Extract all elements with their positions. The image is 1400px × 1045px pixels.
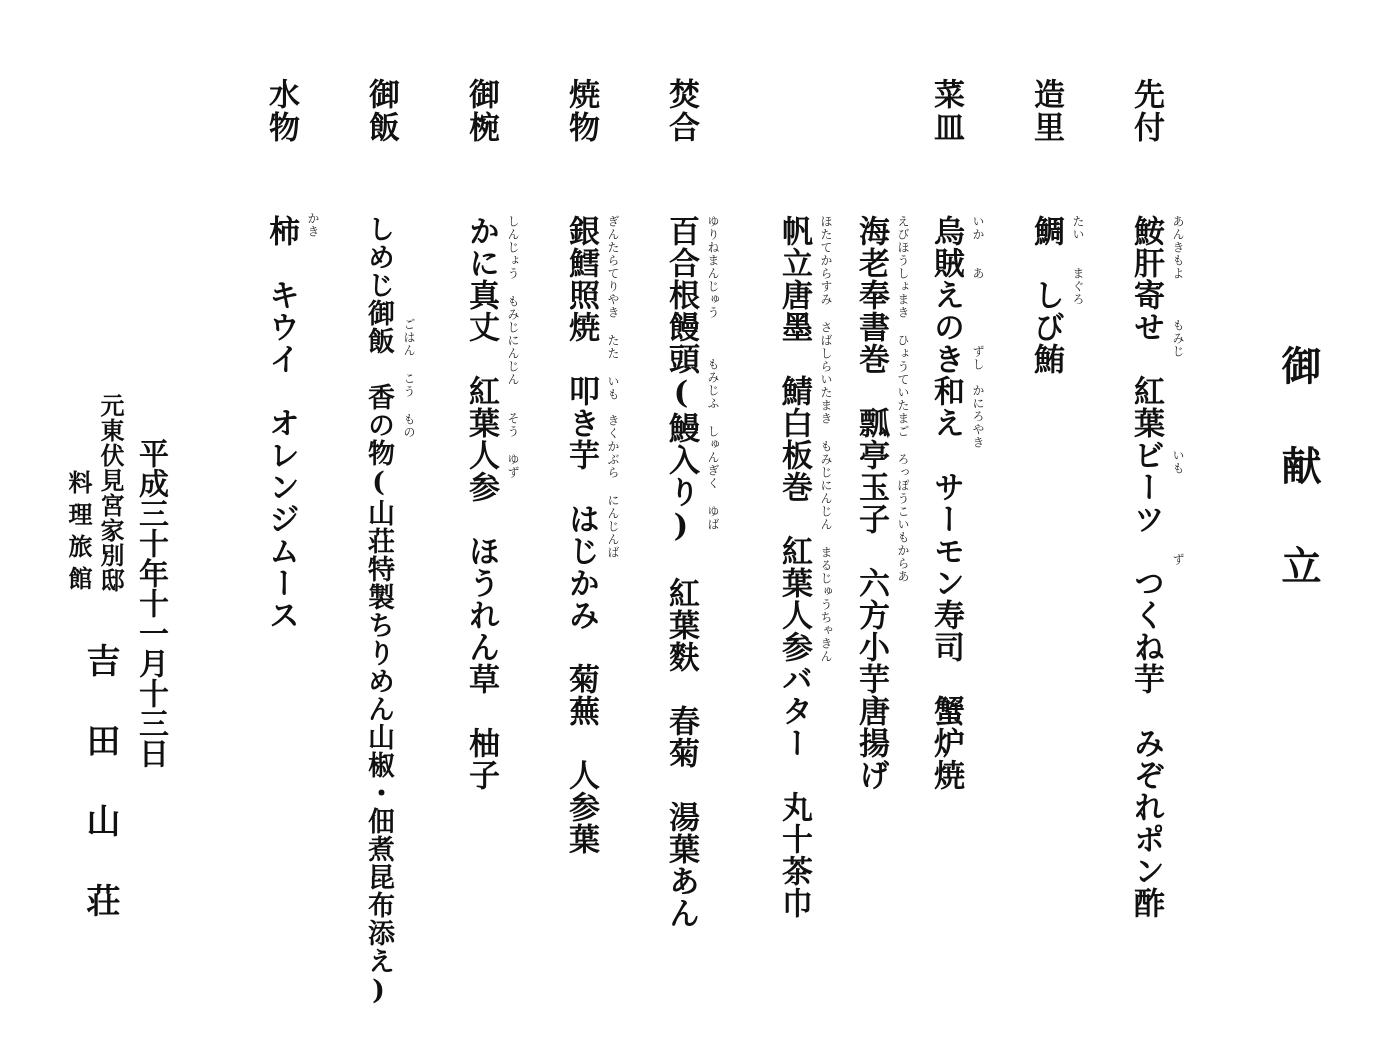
course-dish: かに真丈 紅葉人参 ほうれん草 柚子 bbox=[463, 215, 499, 791]
course-category: 先付 bbox=[1128, 78, 1164, 144]
course-furigana: あんきもよ もみじ いも ず bbox=[1171, 215, 1185, 566]
course-furigana: ごはん こう もの bbox=[402, 318, 416, 439]
course-furigana: ぎんたらてりやき たた いも きくかぶら にんじんば bbox=[606, 215, 620, 559]
restaurant-origin: 元東伏見宮家別邸 bbox=[96, 393, 125, 593]
course-furigana: かき bbox=[306, 212, 320, 238]
course-dish: 百合根饅頭(鰻入り) 紅葉麩 春菊 湯葉あん bbox=[663, 215, 699, 929]
course-dish: 烏賊えのき和え サーモン寿司 蟹炉焼 bbox=[928, 215, 964, 791]
course-furigana: たい まぐろ bbox=[1071, 215, 1085, 306]
course-category: 菜皿 bbox=[928, 78, 964, 144]
restaurant-type: 料理旅館 bbox=[64, 470, 93, 598]
course-dish: 柿 キウイ オレンジムース bbox=[263, 215, 299, 631]
course-furigana: ほたてからすみ さばしらいたまき もみじにんじん まるじゅうちゃきん bbox=[819, 215, 833, 663]
course-category: 焼物 bbox=[563, 78, 599, 144]
menu-date: 平成三十年十一月十三日 bbox=[133, 438, 168, 768]
course-category: 焚合 bbox=[663, 78, 699, 144]
course-category: 水物 bbox=[263, 78, 299, 144]
course-dish: 海老奉書巻 瓢亭玉子 六方小芋唐揚げ bbox=[853, 215, 889, 791]
menu-title: 御献立 bbox=[1275, 345, 1322, 645]
course-furigana: えびほうしょまき ひょうていたまご ろっぽうこいもからあ bbox=[896, 215, 910, 583]
course-furigana: いか あ ずし かにろやき bbox=[971, 215, 985, 449]
course-dish: 鮟肝寄せ 紅葉ビーツ つくね芋 みぞれポン酢 bbox=[1128, 215, 1164, 919]
course-furigana: しんじょう もみじにんじん そう ゆず bbox=[506, 215, 520, 479]
course-furigana: ゆりねまんじゅう もみじふ しゅんぎく ゆば bbox=[706, 215, 720, 531]
course-dish: 帆立唐墨 鯖白板巻 紅葉人参バター 丸十茶巾 bbox=[776, 215, 812, 919]
course-dish: 銀鱈照焼 叩き芋 はじかみ 菊蕪 人参葉 bbox=[563, 215, 599, 855]
course-dish: しめじ御飯 香の物(山荘特製ちりめん山椒・佃煮昆布添え) bbox=[363, 215, 394, 1007]
restaurant-name: 吉田山荘 bbox=[80, 643, 120, 963]
course-category: 御飯 bbox=[363, 78, 399, 144]
course-category: 御椀 bbox=[463, 78, 499, 144]
course-dish: 鯛 しび鮪 bbox=[1028, 215, 1064, 375]
course-category: 造里 bbox=[1028, 78, 1064, 144]
